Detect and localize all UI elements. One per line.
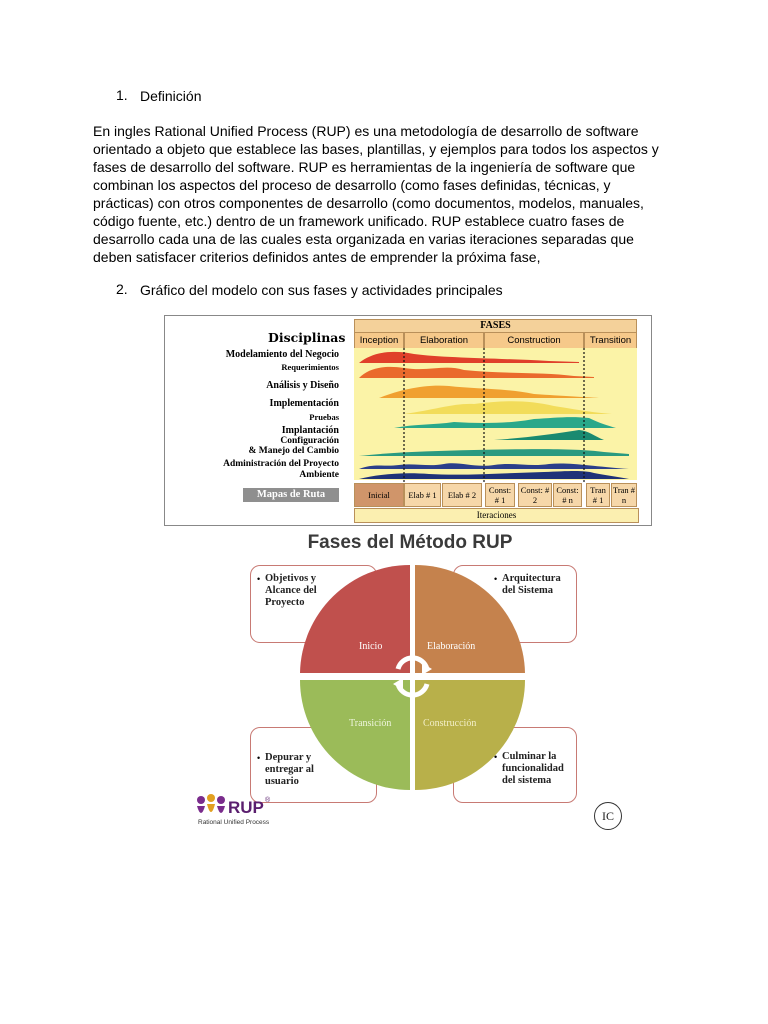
paragraph-line: deben satisfacer criterios definidos antes de emprender la próxima fase,	[93, 249, 541, 265]
rup-phases-diagram	[190, 528, 630, 833]
bullet: •	[257, 574, 261, 584]
quadrant-construccion	[415, 680, 525, 790]
phase-inception: Inception	[354, 332, 404, 349]
bullet: •	[494, 574, 498, 584]
discipline-label: Configuración	[280, 436, 339, 446]
iteration-box: Const: # 2	[518, 483, 552, 507]
discipline-label: & Manejo del Cambio	[248, 446, 339, 456]
iteration-box: Inicial	[354, 483, 404, 507]
bullet: •	[257, 753, 261, 763]
discipline-label: Pruebas	[309, 412, 339, 422]
quadrant-transicion	[300, 680, 410, 790]
paragraph-line: orientado a objeto que establece las bases, plantillas, y ejemplos para todos los aspectos y	[93, 141, 659, 157]
discipline-label: Implementación	[269, 398, 339, 409]
fases-header: FASES	[354, 319, 637, 333]
discipline-label: Modelamiento del Negocio	[225, 349, 339, 360]
iteration-box: Tran # 1	[586, 483, 610, 507]
disciplines-title: Disciplinas	[268, 330, 346, 345]
section-2-title: Gráfico del modelo con sus fases y actividades principales	[140, 282, 503, 298]
diagram-title: Fases del Método RUP	[307, 532, 513, 553]
analysis-design-hump	[379, 386, 599, 398]
box-text-top-left: Objetivos y Alcance del Proyecto	[265, 573, 317, 608]
environment-hump	[359, 471, 629, 479]
paragraph-line: En ingles Rational Unified Process (RUP) es una metodología de desarrollo de software	[93, 123, 639, 139]
rup-people-icon	[194, 794, 228, 820]
paragraph-line: código fuente, etc.) dentro de un framework unificado. RUP establece cuatro fases de	[93, 213, 625, 229]
iteration-box: Const: # n	[553, 483, 582, 507]
quadrant-inicio	[300, 565, 410, 673]
iteration-box: Elab # 1	[404, 483, 441, 507]
requirements-hump	[359, 367, 594, 378]
iteraciones-label: Iteraciones	[354, 508, 639, 523]
paragraph-line: combinan los aspectos del proceso de desarrollo (como fases definidas, técnicas, y	[93, 177, 611, 193]
config-change-hump	[359, 449, 629, 456]
label-elaboracion: Elaboración	[427, 641, 476, 652]
label-transicion: Transición	[349, 718, 392, 729]
workflow-humps	[354, 348, 637, 483]
deployment-hump	[494, 430, 604, 440]
business-modeling-hump	[359, 352, 579, 363]
rup-logo-registered: ®	[265, 797, 271, 804]
section-2-number: 2.	[116, 281, 128, 297]
rup-logo	[194, 794, 314, 828]
bullet: •	[494, 752, 498, 762]
paragraph-line: fases de desarrollo del software. RUP es herramientas de la ingeniería de software que	[93, 159, 636, 175]
testing-hump	[394, 417, 616, 428]
ic-logo: IC	[594, 802, 622, 830]
box-text-bottom-left: Depurar y entregar al usuario	[265, 752, 314, 787]
discipline-label: Ambiente	[299, 470, 339, 480]
implementation-hump	[404, 401, 612, 414]
label-inicio: Inicio	[359, 641, 383, 652]
iteration-box: Const: # 1	[485, 483, 515, 507]
paragraph-line: prácticas) con otros componentes de desarrollo (como documentos, modelos, manuales,	[93, 195, 644, 211]
iteration-box: Tran # n	[612, 485, 636, 505]
quadrant-elaboracion	[415, 565, 525, 673]
paragraph-line: desarrollo cada una de las cuales esta organizada en varias iteraciones separadas que	[93, 231, 634, 247]
discipline-label: Análisis y Diseño	[266, 380, 339, 391]
section-1-title: Definición	[140, 88, 202, 104]
discipline-label: Administración del Proyecto	[223, 459, 339, 469]
definition-paragraph	[93, 122, 678, 266]
rup-hump-chart	[164, 315, 652, 526]
phases-circle	[300, 565, 525, 790]
iteration-box: Elab # 2	[442, 483, 482, 507]
project-management-hump	[359, 463, 629, 469]
section-1-number: 1.	[116, 87, 128, 103]
label-construccion: Construcción	[423, 718, 477, 729]
discipline-label: Requerimientos	[281, 362, 339, 372]
box-text-top-right: Arquitectura del Sistema	[502, 573, 561, 596]
phase-transition: Transition	[584, 332, 637, 349]
phase-elaboration: Elaboration	[404, 332, 484, 349]
rup-logo-text: RUP	[228, 798, 264, 817]
box-text-bottom-right: Culminar la funcionalidad del sistema	[502, 751, 564, 786]
rup-logo-subtitle: Rational Unified Process	[198, 819, 270, 826]
discipline-label: Implantación	[281, 425, 339, 436]
mapas-de-ruta-label: Mapas de Ruta	[243, 488, 339, 502]
phase-construction: Construction	[484, 332, 584, 349]
